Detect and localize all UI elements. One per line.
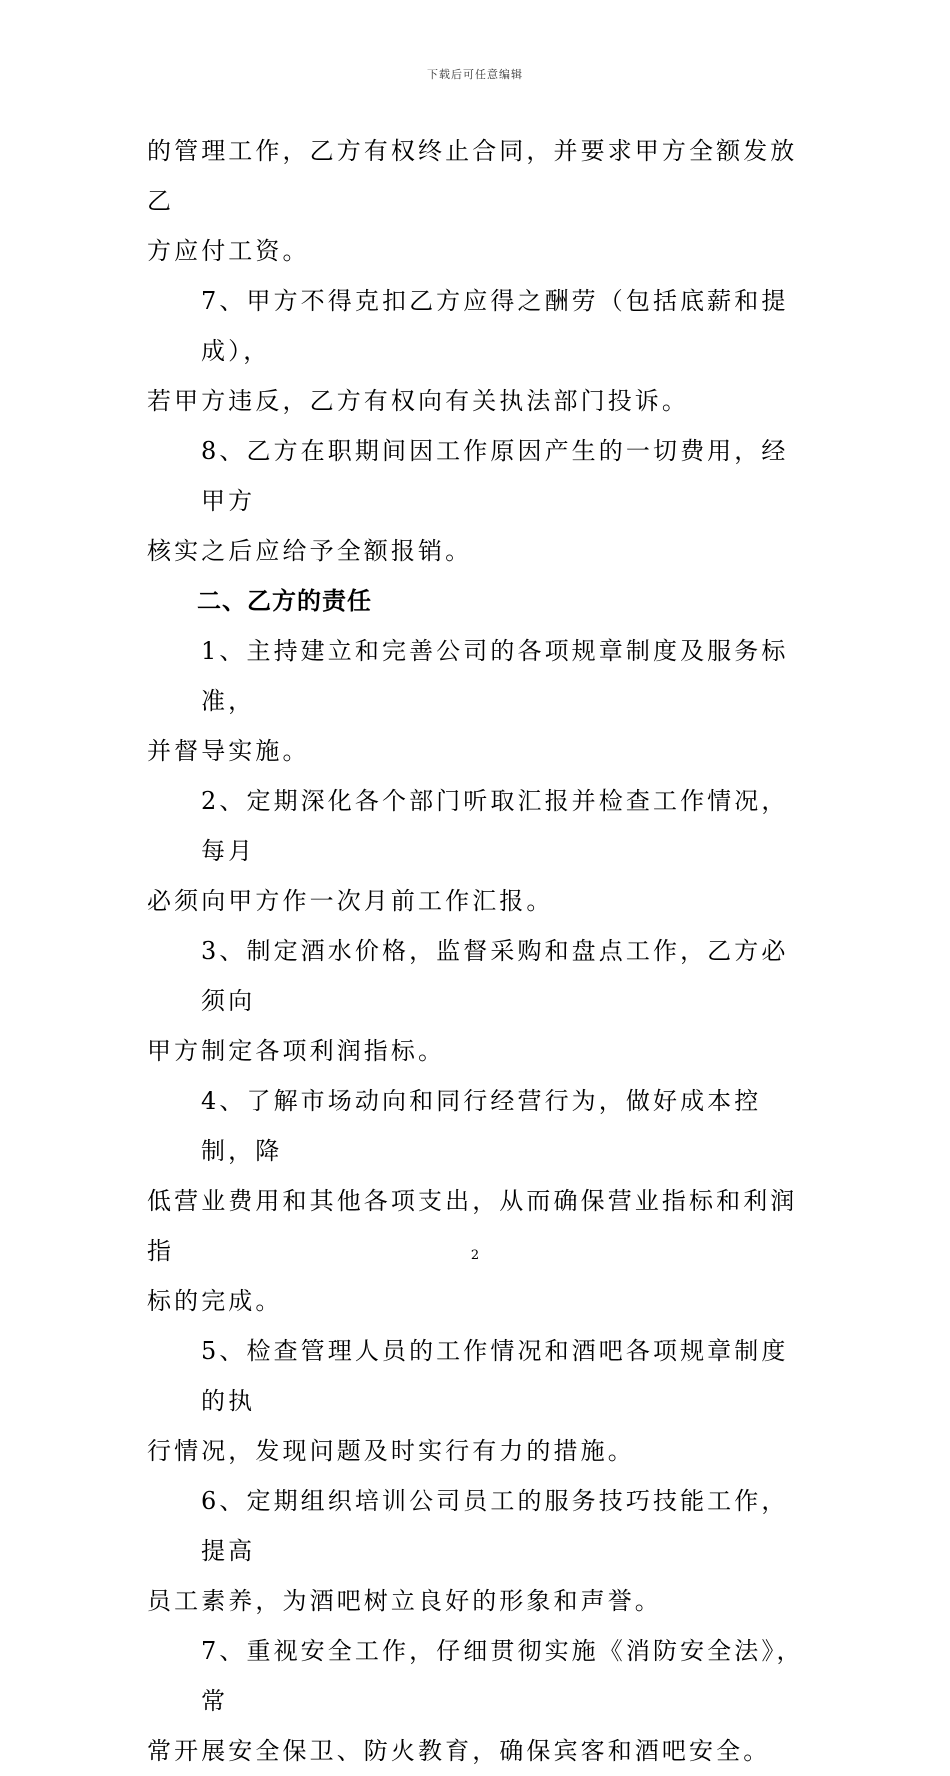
paragraph-b3: [147, 926, 807, 1076]
line: 8、乙方在职期间因工作原因产生的一切费用，经甲方: [201, 437, 789, 515]
paragraph-7: [147, 276, 807, 426]
paragraph-b2: [147, 776, 807, 926]
line: 并督导实施。: [147, 737, 310, 765]
line: 员工素养，为酒吧树立良好的形象和声誉。: [147, 1587, 662, 1615]
line: 7、甲方不得克扣乙方应得之酬劳（包括底薪和提成），: [201, 287, 789, 365]
paragraph-b5: [147, 1326, 807, 1476]
line: 必须向甲方作一次月前工作汇报。: [147, 887, 554, 915]
line: 3、制定酒水价格，监督采购和盘点工作，乙方必须向: [201, 937, 789, 1015]
paragraph-b1: [147, 626, 807, 776]
line: 行情况，发现问题及时实行有力的措施。: [147, 1437, 635, 1465]
line: 1、主持建立和完善公司的各项规章制度及服务标准，: [201, 637, 789, 715]
paragraph-b6: [147, 1476, 807, 1626]
line: 4、了解市场动向和同行经营行为，做好成本控制，降: [201, 1087, 762, 1165]
line: 5、检查管理人员的工作情况和酒吧各项规章制度的执: [201, 1337, 789, 1415]
line: 方应付工资。: [147, 237, 310, 265]
line: 6、定期组织培训公司员工的服务技巧技能工作，提高: [201, 1487, 789, 1565]
line: 若甲方违反，乙方有权向有关执法部门投诉。: [147, 387, 689, 415]
page-number: 2: [470, 1248, 480, 1263]
paragraph-continued: [147, 126, 807, 276]
line: 核实之后应给予全额报销。: [147, 537, 473, 565]
line: 标的完成。: [147, 1287, 283, 1315]
paragraph-8: [147, 426, 807, 576]
line: 7、重视安全工作，仔细贯彻实施《消防安全法》，常: [201, 1637, 804, 1715]
page-header: 下载后可任意编辑: [427, 68, 523, 81]
section-heading: 二、乙方的责任: [197, 587, 372, 615]
paragraph-b4: [147, 1076, 807, 1326]
document-body: [147, 126, 807, 1776]
line: 2、定期深化各个部门听取汇报并检查工作情况，每月: [201, 787, 789, 865]
line: 低营业费用和其他各项支出，从而确保营业指标和利润指: [147, 1187, 798, 1265]
line: 常开展安全保卫、防火教育，确保宾客和酒吧安全。: [147, 1737, 771, 1765]
line: 的管理工作，乙方有权终止合同，并要求甲方全额发放乙: [147, 137, 798, 215]
line: 甲方制定各项利润指标。: [147, 1037, 446, 1065]
paragraph-b7: [147, 1626, 807, 1776]
